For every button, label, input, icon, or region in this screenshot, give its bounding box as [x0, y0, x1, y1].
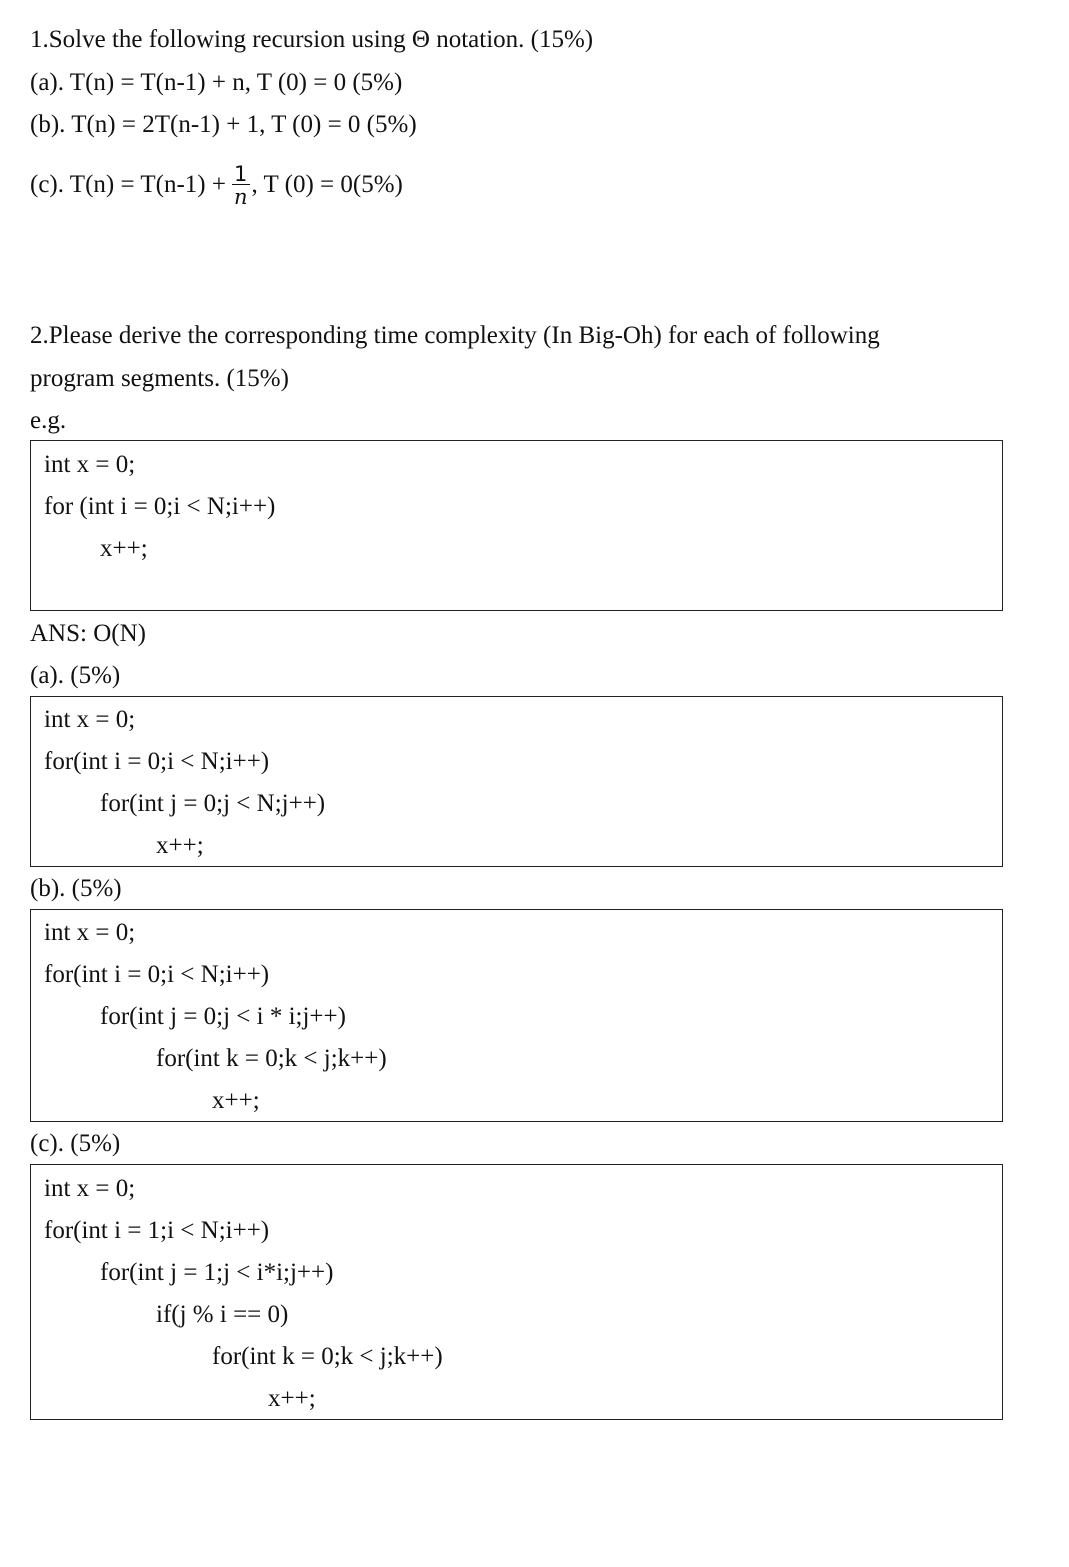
code-line: for(int i = 0;i < N;i++) [44, 748, 270, 775]
q1-part-c-prefix: (c). T(n) = T(n-1) + [30, 171, 226, 199]
code-line: if(j % i == 0) [156, 1301, 289, 1328]
q2-part-c-label: (c). (5%) [30, 1130, 121, 1157]
code-line: x++; [268, 1385, 316, 1412]
code-line: for(int k = 0;k < j;k++) [212, 1343, 443, 1370]
q1-title: 1.Solve the following recursion using Θ notation. (15%) [30, 26, 594, 53]
example-label: e.g. [30, 407, 67, 434]
code-line: int x = 0; [44, 1175, 136, 1202]
example-code-box [30, 440, 1003, 611]
q2-part-b-label: (b). (5%) [30, 875, 122, 902]
q1-part-a: (a). T(n) = T(n-1) + n, T (0) = 0 (5%) [30, 69, 403, 96]
code-line: for(int i = 0;i < N;i++) [44, 961, 270, 988]
code-line: for(int i = 1;i < N;i++) [44, 1217, 270, 1244]
example-answer: ANS: O(N) [30, 620, 146, 647]
part-a-code-box [30, 696, 1003, 867]
code-line: x++; [156, 832, 204, 859]
code-line: for(int j = 1;j < i*i;j++) [100, 1259, 334, 1286]
q2-part-a-label: (a). (5%) [30, 662, 121, 689]
q1-part-c [30, 162, 403, 209]
q2-title-line2: program segments. (15%) [30, 365, 289, 392]
fraction-denominator: n [233, 185, 248, 209]
code-line: int x = 0; [44, 451, 136, 478]
q1-part-b: (b). T(n) = 2T(n-1) + 1, T (0) = 0 (5%) [30, 111, 417, 138]
fraction-one-over-n [232, 164, 250, 207]
q2-title-line1: 2.Please derive the corresponding time complexity (In Big-Oh) for each of following [30, 322, 880, 349]
code-line: for(int j = 0;j < i * i;j++) [100, 1003, 346, 1030]
code-line: x++; [212, 1087, 260, 1114]
part-b-code-box [30, 909, 1003, 1122]
code-line: for(int k = 0;k < j;k++) [156, 1045, 387, 1072]
code-line: for(int j = 0;j < N;j++) [100, 790, 326, 817]
code-line: for (int i = 0;i < N;i++) [44, 493, 276, 520]
code-line: x++; [100, 535, 148, 562]
fraction-numerator: 1 [232, 164, 250, 185]
code-line: int x = 0; [44, 919, 136, 946]
q1-part-c-suffix: , T (0) = 0(5%) [251, 171, 403, 199]
code-line: int x = 0; [44, 706, 136, 733]
part-c-code-box [30, 1164, 1003, 1420]
